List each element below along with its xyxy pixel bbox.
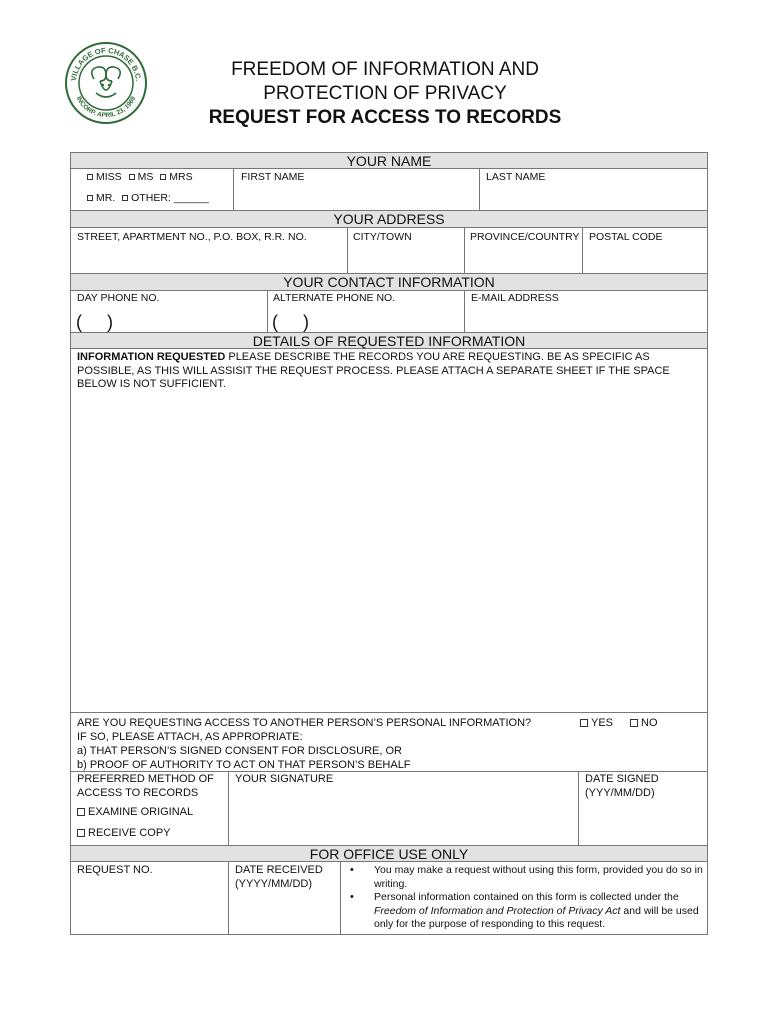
first-name-label: FIRST NAME — [241, 171, 305, 183]
contact-section-heading: YOUR CONTACT INFORMATION — [70, 273, 708, 291]
no-checkbox[interactable] — [630, 719, 638, 727]
street-label: STREET, APARTMENT NO., P.O. BOX, R.R. NO. — [77, 231, 307, 243]
city-label: CITY/TOWN — [353, 231, 412, 243]
alternate-phone-area-code[interactable]: ( ) — [272, 312, 309, 332]
form-title-line1: FREEDOM OF INFORMATION AND — [231, 59, 539, 80]
signature-field[interactable] — [232, 790, 574, 842]
personal-info-question: ARE YOU REQUESTING ACCESS TO ANOTHER PERSON’S PERSONAL INFORMATION? — [77, 717, 532, 729]
attach-instruction: IF SO, PLEASE ATTACH, AS APPROPRIATE: — [77, 731, 303, 743]
receive-copy-option[interactable]: RECEIVE COPY — [77, 827, 171, 841]
form-title-line2: PROTECTION OF PRIVACY — [263, 83, 507, 104]
office-section-heading: FOR OFFICE USE ONLY — [70, 845, 708, 862]
form-title-line3: REQUEST FOR ACCESS TO RECORDS — [208, 107, 562, 128]
mrs-checkbox[interactable] — [160, 174, 166, 180]
alternate-phone-label: ALTERNATE PHONE NO. — [273, 292, 396, 304]
preferred-method-label-1: PREFERRED METHOD OF — [77, 773, 214, 785]
svg-text:INCORP. APRIL 23, 1969: INCORP. APRIL 23, 1969 — [74, 95, 138, 120]
receive-copy-checkbox[interactable] — [77, 829, 85, 837]
name-section-heading: YOUR NAME — [70, 152, 708, 169]
requested-info-textarea[interactable] — [74, 395, 704, 710]
office-notes-list — [342, 864, 704, 932]
date-signed-label: DATE SIGNED — [585, 773, 659, 785]
date-received-format: (YYYY/MM/DD) — [235, 878, 312, 890]
office-note-2: • Personal information contained on this form is collected under the Freedom of Information and Protection of Privacy Act and will be used only for the purpose of responding to this request. — [342, 891, 704, 932]
yes-option[interactable]: YES — [580, 717, 613, 731]
details-section-heading: DETAILS OF REQUESTED INFORMATION — [70, 332, 708, 349]
title-checkboxes-row2: MR. OTHER: ______ — [87, 192, 209, 205]
mr-checkbox[interactable] — [87, 195, 93, 201]
other-checkbox[interactable] — [122, 195, 128, 201]
office-note-1: • You may make a request without using this form, provided you do so in writing. — [342, 864, 704, 891]
day-phone-label: DAY PHONE NO. — [77, 292, 160, 304]
title-checkboxes-row1: MISS MS MRS — [87, 171, 193, 184]
address-section-heading: YOUR ADDRESS — [70, 210, 708, 228]
attach-option-b: b) PROOF OF AUTHORITY TO ACT ON THAT PERSON’S BEHALF — [77, 759, 411, 771]
preferred-method-label-2: ACCESS TO RECORDS — [77, 787, 199, 799]
miss-checkbox[interactable] — [87, 174, 93, 180]
details-instructions: INFORMATION REQUESTED PLEASE DESCRIBE THE RECORDS YOU ARE REQUESTING. BE AS SPECIFIC AS POSSIBLE, AS THIS WILL ASSISIT THE REQUEST PROCESS. PLEASE ATTACH A SEPARATE SHEET IF THE SPACE BELOW IS NOT SUFFICIENT. — [77, 351, 670, 391]
postal-code-label: POSTAL CODE — [589, 231, 663, 243]
other-field[interactable]: OTHER: ______ — [131, 192, 209, 204]
examine-original-checkbox[interactable] — [77, 808, 85, 816]
no-option[interactable]: NO — [630, 717, 658, 731]
date-received-label: DATE RECEIVED — [235, 864, 323, 876]
attach-option-a: a) THAT PERSON’S SIGNED CONSENT FOR DISCLOSURE, OR — [77, 745, 402, 757]
last-name-label: LAST NAME — [486, 171, 546, 183]
examine-original-option[interactable]: EXAMINE ORIGINAL — [77, 806, 193, 820]
request-no-label: REQUEST NO. — [77, 864, 153, 876]
yes-checkbox[interactable] — [580, 719, 588, 727]
ms-checkbox[interactable] — [129, 174, 135, 180]
province-label: PROVINCE/COUNTRY — [470, 231, 580, 243]
email-label: E-MAIL ADDRESS — [471, 292, 559, 304]
date-signed-format: (YYY/MM/DD) — [585, 787, 655, 799]
day-phone-area-code[interactable]: ( ) — [76, 312, 113, 332]
signature-label: YOUR SIGNATURE — [235, 773, 334, 785]
svg-text:VILLAGE OF CHASE B.C.: VILLAGE OF CHASE B.C. — [69, 45, 143, 82]
